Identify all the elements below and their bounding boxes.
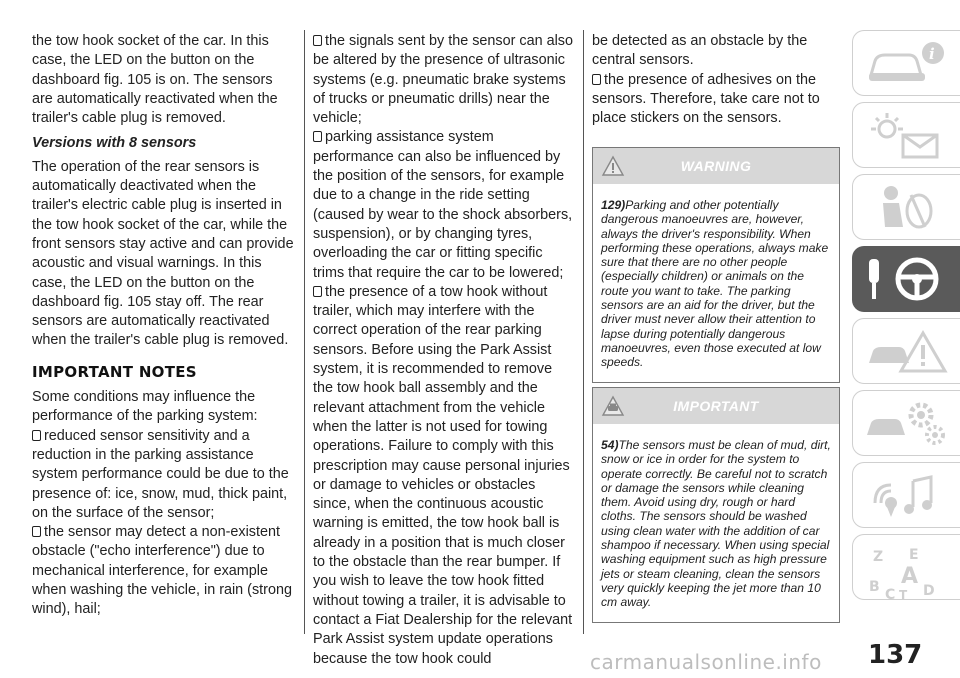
car-info-icon	[861, 37, 953, 89]
warning-lights-icon	[861, 109, 953, 161]
warning-box-header	[593, 148, 839, 184]
paragraph: The operation of the rear sensors is automatically deactivated when the trailer's electric cable plug is inserted in the tow hook socket of the car, while the front sensors stay active and can provide acoustic and visual warnings. In this case, the LED on the button on the dashboard fig. 105 stay off. The rear sensors are automatically reactivated when the trailer's cable plug is removed.	[32, 158, 294, 349]
bullet-item: the presence of a tow hook without trailer, which may interfere with the correct operation of the rear parking sensors. Before using the Park Assist system, it is recommended to remove the tow hook ball assembly and the relevant attachment from the vehicle when the latter is not used for towing operations. Failure to comply with this prescription may cause personal injuries or damage to vehicles or obstacles since, when the continuous acoustic warning is emitted, the tow hook ball is already in a position that is much closer to the obstacle than the rear bumper. If you wish to leave the tow hook fitted without towing a trailer, it is advisable to contact a Fiat Dealership for the relevant Park Assist system update operations because the tow hook could	[313, 283, 573, 667]
square-bullet-icon	[32, 526, 41, 537]
tab-maintenance[interactable]	[852, 390, 960, 456]
tab-car-info[interactable]	[852, 30, 960, 96]
emergency-triangle-icon	[861, 325, 953, 377]
watermark: carmanualsonline.info	[590, 650, 822, 674]
section-heading: IMPORTANT NOTES	[32, 362, 197, 381]
column-3	[592, 32, 838, 128]
tab-safety[interactable]	[852, 174, 960, 240]
square-bullet-icon	[592, 74, 601, 85]
airbag-seat-icon	[861, 181, 953, 233]
column-divider-2	[583, 30, 584, 634]
important-box	[592, 387, 840, 623]
subheading: Versions with 8 sensors	[32, 135, 197, 152]
square-bullet-icon	[313, 286, 322, 297]
svg-text:E: E	[909, 547, 919, 563]
svg-text:A: A	[901, 564, 919, 589]
square-bullet-icon	[313, 35, 322, 46]
bullet-item: the sensor may detect a non-existent obstacle ("echo interference") due to mechanical interference, for example when washing the vehicle, in rain (strong wind), hail;	[32, 524, 292, 618]
important-title: IMPORTANT	[673, 398, 759, 414]
maintenance-gears-icon	[861, 397, 953, 449]
page-number: 137	[868, 640, 923, 670]
index-abc-icon	[861, 541, 953, 601]
important-box-header	[593, 388, 839, 424]
tab-warning-lights[interactable]	[852, 102, 960, 168]
tab-emergency[interactable]	[852, 318, 960, 384]
important-text: 54)The sensors must be clean of mud, dirt, snow or ice in order for the system to operate correctly. Be careful not to scratch or damage the sensors while cleaning them. Avoid using dry, rough or hard cloths. The sensors should be washed using clean water with the addition of car shampoo if necessary. When using special washing equipment such as high pressure jets or steam cleaning, clean the sensors very quickly keeping the jet more than 10 cm away.	[601, 438, 831, 610]
square-bullet-icon	[32, 430, 41, 441]
column-divider-1	[304, 30, 305, 634]
bullet-item: reduced sensor sensitivity and a reduction in the parking assistance system performance could be due to the presence of: ice, snow, mud, thick paint, on the surface of the sensor;	[32, 427, 289, 521]
key-steering-wheel-icon	[861, 253, 953, 305]
paragraph: the tow hook socket of the car. In this case, the LED on the button on the dashboard fig. 105 is on. The sensors are automatically reactivated when the trailer's cable plug is removed.	[32, 33, 278, 127]
tab-index[interactable]	[852, 534, 960, 600]
svg-text:B: B	[869, 579, 880, 595]
multimedia-icon	[861, 469, 953, 521]
warning-text: 129)Parking and other potentially dangerous manoeuvres are, however, always the driver's responsibility. When performing these operations, always make sure that there are no other people (especially children) or animals on the route you want to take. The parking sensors are an aid for the driver, but the driver must never allow their attention to lapse during potentially dangerous manoeuvres, even those executed at low speeds.	[601, 198, 829, 370]
paragraph: be detected as an obstacle by the central sensors.	[592, 33, 808, 69]
svg-text:T: T	[899, 588, 908, 601]
warning-box	[592, 147, 840, 383]
tab-multimedia[interactable]	[852, 462, 960, 528]
column-1	[32, 32, 297, 620]
svg-text:C: C	[885, 587, 896, 601]
svg-text:i: i	[929, 45, 935, 63]
svg-text:D: D	[923, 583, 935, 599]
svg-text:Z: Z	[873, 549, 884, 565]
square-bullet-icon	[313, 131, 322, 142]
bullet-item: the signals sent by the sensor can also be altered by the presence of ultrasonic systems (e.g. pneumatic brake systems of trucks or pneumatic drills) near the vehicle;	[313, 33, 573, 127]
bullet-item: parking assistance system performance can also be influenced by the position of the sensors, for example due to a change in the ride setting (caused by wear to the shock absorbers, suspension), or by changing tyres, overloading the car or fitting specific trims that require the car to be lowered;	[313, 129, 573, 281]
column-2	[313, 32, 573, 669]
bullet-item: the presence of adhesives on the sensors. Therefore, take care not to place stickers on the sensors.	[592, 71, 820, 127]
paragraph: Some conditions may influence the performance of the parking system:	[32, 389, 258, 425]
tab-starting-driving[interactable]	[852, 246, 960, 312]
warning-title: WARNING	[680, 158, 752, 174]
